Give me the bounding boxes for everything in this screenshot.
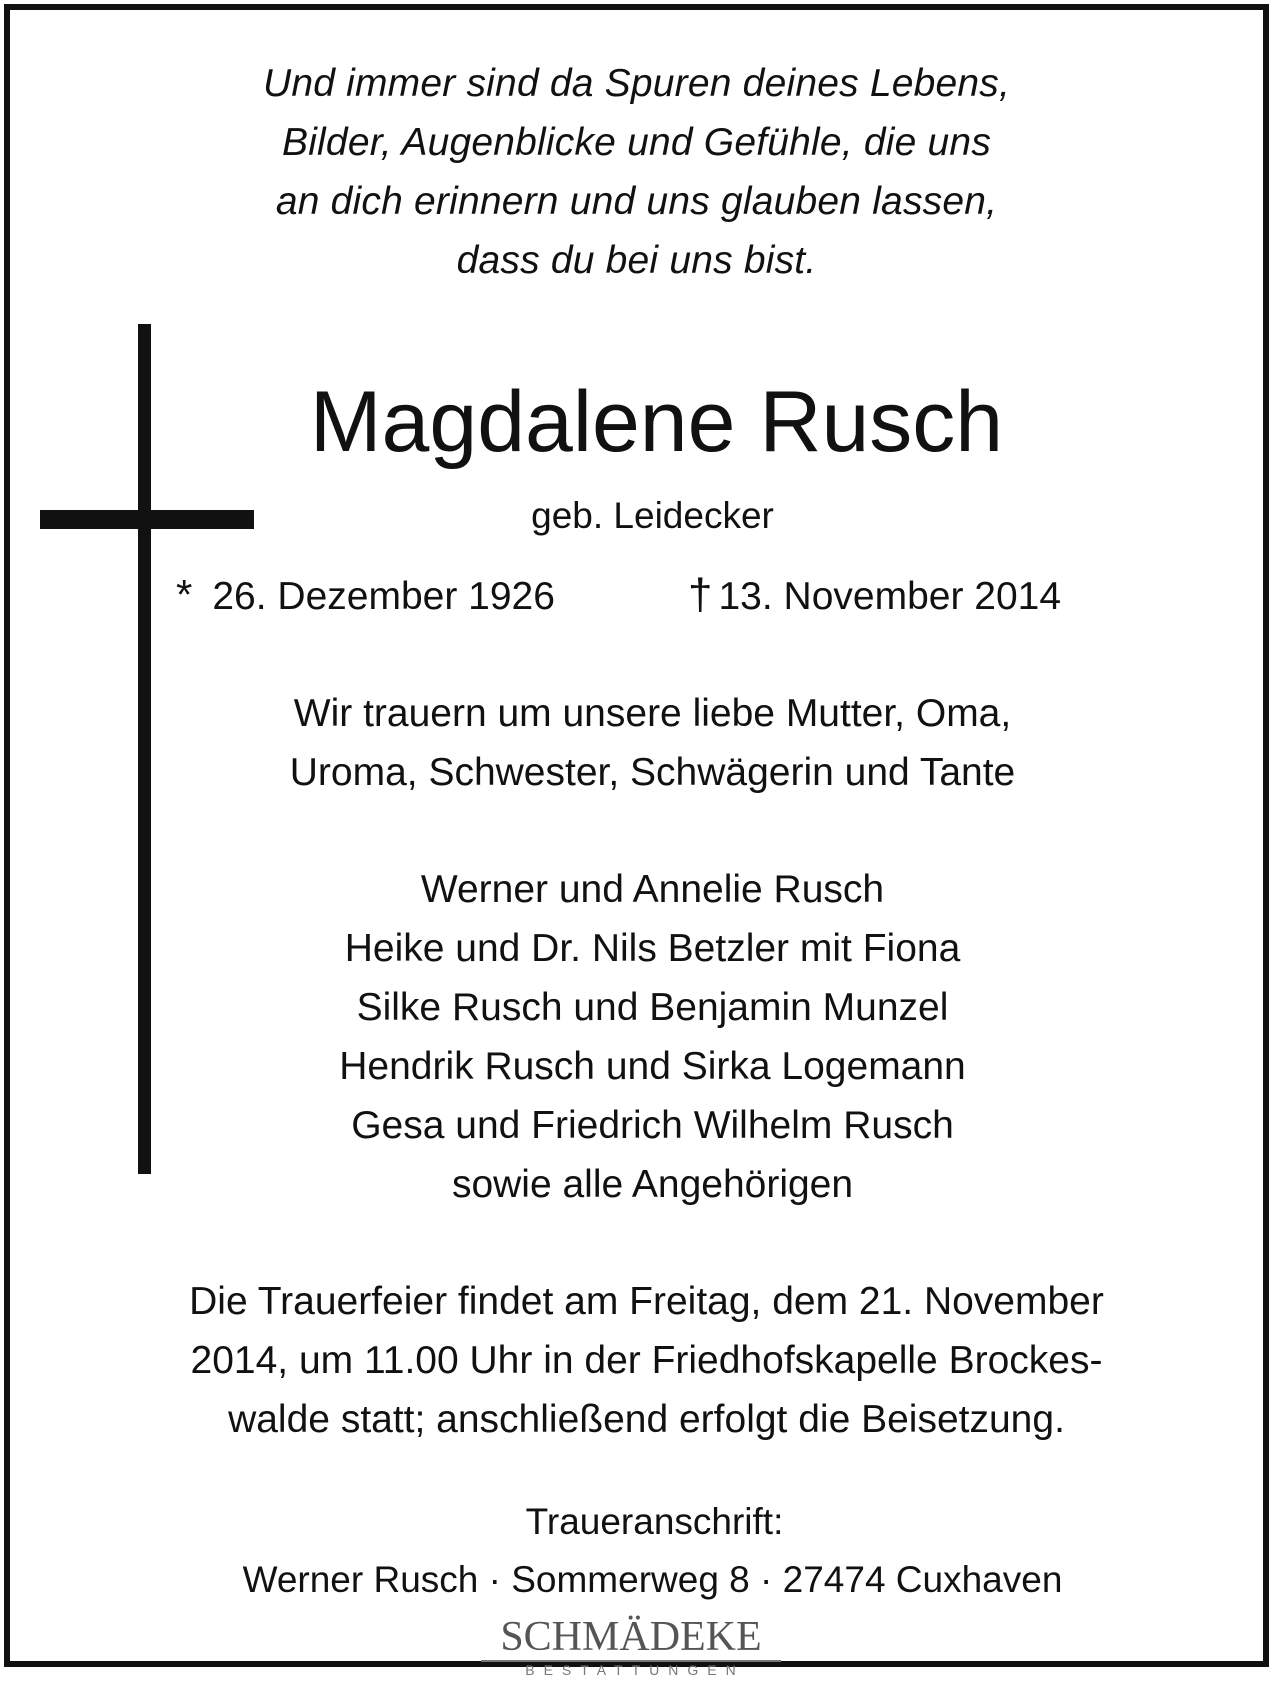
birth-date-group (176, 568, 555, 624)
birth-date: 26. Dezember 1926 (212, 575, 555, 618)
verse-line: dass du bei uns bist. (456, 239, 817, 282)
deceased-name: Magdalene Rusch (309, 374, 1004, 470)
family-list (10, 860, 1263, 1214)
life-dates (176, 568, 1136, 624)
death-date: 13. November 2014 (718, 575, 1062, 618)
family-member: Gesa und Friedrich Wilhelm Rusch (351, 1104, 954, 1147)
death-cross-icon: † (688, 570, 713, 619)
funeral-home-logo (468, 1614, 794, 1676)
mourning-address-label: Traueranschrift: (525, 1501, 784, 1542)
mourning-statement (10, 684, 1263, 802)
verse-line: Und immer sind da Spuren deines Lebens, (262, 62, 1011, 105)
logo-name: SCHMÄDEKE (500, 1614, 762, 1660)
birth-name: geb. Leidecker (531, 495, 774, 536)
funeral-service-info (10, 1272, 1263, 1449)
memorial-verse (10, 54, 1263, 290)
service-line: 2014, um 11.00 Uhr in der Friedhofskapelle Brockes- (190, 1339, 1103, 1382)
family-member: Werner und Annelie Rusch (420, 868, 885, 911)
logo-subtitle: BESTATTUNGEN (525, 1662, 745, 1678)
verse-line: Bilder, Augenblicke und Gefühle, die uns (281, 121, 992, 164)
family-member: Silke Rusch und Benjamin Munzel (356, 986, 949, 1029)
family-member: Hendrik Rusch und Sirka Logemann (339, 1045, 966, 1088)
service-line: walde statt; anschließend erfolgt die Beisetzung. (228, 1398, 1065, 1441)
obituary-notice (4, 4, 1269, 1678)
mourning-line: Wir trauern um unsere liebe Mutter, Oma, (293, 692, 1012, 735)
birth-star-icon: * (176, 571, 193, 618)
death-date-group (688, 568, 1061, 624)
mourning-address: Werner Rusch · Sommerweg 8 · 27474 Cuxhaven (242, 1559, 1063, 1600)
family-member: sowie alle Angehörigen (451, 1163, 854, 1206)
service-line: Die Trauerfeier findet am Freitag, dem 21. November (189, 1280, 1104, 1323)
verse-line: an dich erinnern und uns glauben lassen, (275, 180, 998, 223)
family-member: Heike und Dr. Nils Betzler mit Fiona (344, 927, 961, 970)
mourning-line: Uroma, Schwester, Schwägerin und Tante (289, 751, 1016, 794)
